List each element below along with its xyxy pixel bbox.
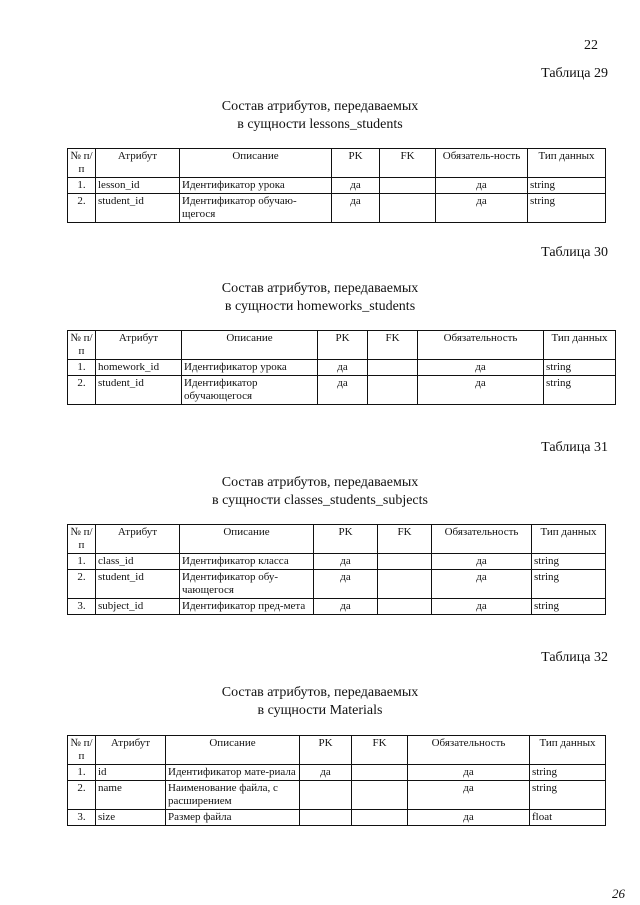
table-title-line2: в сущности classes_students_subjects: [212, 493, 428, 508]
cell-attribute: student_id: [96, 194, 180, 223]
cell-required: да: [436, 194, 528, 223]
header-cell: Тип данных: [544, 331, 616, 360]
cell-fk: [352, 765, 408, 781]
cell-type: string: [544, 360, 616, 376]
cell-required: да: [418, 376, 544, 405]
header-cell: FK: [368, 331, 418, 360]
cell-fk: [368, 376, 418, 405]
table-label-32: Таблица 32: [541, 650, 608, 665]
header-cell: Обязатель-ность: [436, 149, 528, 178]
cell-type: string: [532, 570, 606, 599]
cell-attribute: homework_id: [96, 360, 182, 376]
cell-pk: да: [318, 376, 368, 405]
cell-attribute: student_id: [96, 570, 180, 599]
header-cell: Атрибут: [96, 331, 182, 360]
table-title-32: [0, 684, 640, 720]
table-label-29: Таблица 29: [541, 66, 608, 81]
cell-type: string: [544, 376, 616, 405]
table-row: [68, 360, 616, 376]
cell-attribute: subject_id: [96, 599, 180, 615]
table-title-line2: в сущности Materials: [257, 703, 383, 718]
table-title-line1: Состав атрибутов, передаваемых: [221, 475, 419, 490]
cell-number: 2.: [68, 781, 96, 810]
cell-required: да: [432, 570, 532, 599]
cell-pk: да: [314, 554, 378, 570]
cell-required: да: [418, 360, 544, 376]
cell-type: string: [528, 178, 606, 194]
header-cell: Описание: [180, 149, 332, 178]
header-cell: Атрибут: [96, 525, 180, 554]
table-header-row: [68, 525, 606, 554]
table-title-31: [0, 474, 640, 510]
table-title-line1: Состав атрибутов, передаваемых: [221, 99, 419, 114]
cell-attribute: class_id: [96, 554, 180, 570]
cell-pk: да: [332, 194, 380, 223]
cell-type: string: [528, 194, 606, 223]
header-cell: Обязательность: [418, 331, 544, 360]
header-cell: FK: [378, 525, 432, 554]
header-cell: PK: [332, 149, 380, 178]
cell-pk: [300, 781, 352, 810]
cell-type: float: [530, 810, 606, 826]
table-header-row: [68, 331, 616, 360]
cell-pk: да: [300, 765, 352, 781]
cell-fk: [352, 810, 408, 826]
cell-type: string: [532, 554, 606, 570]
cell-fk: [378, 554, 432, 570]
cell-required: да: [408, 765, 530, 781]
header-cell: № п/п: [68, 149, 96, 178]
cell-description: Идентификатор класса: [180, 554, 314, 570]
header-cell: Обязательность: [408, 736, 530, 765]
attributes-table-31: [67, 524, 606, 615]
cell-number: 2.: [68, 376, 96, 405]
header-cell: PK: [318, 331, 368, 360]
table-row: [68, 810, 606, 826]
cell-number: 1.: [68, 178, 96, 194]
cell-description: Идентификатор обучаю-щегося: [180, 194, 332, 223]
header-cell: № п/п: [68, 736, 96, 765]
cell-required: да: [436, 178, 528, 194]
cell-pk: да: [332, 178, 380, 194]
table-row: [68, 765, 606, 781]
cell-required: да: [432, 599, 532, 615]
cell-pk: да: [314, 570, 378, 599]
header-cell: FK: [352, 736, 408, 765]
cell-fk: [380, 178, 436, 194]
header-cell: PK: [314, 525, 378, 554]
table-header-row: [68, 149, 606, 178]
table-title-29: [0, 98, 640, 134]
cell-number: 1.: [68, 765, 96, 781]
header-cell: Атрибут: [96, 736, 166, 765]
cell-fk: [368, 360, 418, 376]
cell-number: 1.: [68, 554, 96, 570]
attributes-table-30: [67, 330, 616, 405]
table-title-30: [0, 280, 640, 316]
header-cell: Тип данных: [532, 525, 606, 554]
header-cell: № п/п: [68, 525, 96, 554]
cell-required: да: [432, 554, 532, 570]
table-label-31: Таблица 31: [541, 440, 608, 455]
cell-attribute: lesson_id: [96, 178, 180, 194]
cell-required: да: [408, 781, 530, 810]
cell-pk: да: [314, 599, 378, 615]
cell-fk: [378, 599, 432, 615]
table-title-line1: Состав атрибутов, передаваемых: [221, 685, 419, 700]
header-cell: Тип данных: [530, 736, 606, 765]
header-cell: PK: [300, 736, 352, 765]
header-cell: № п/п: [68, 331, 96, 360]
table-row: [68, 178, 606, 194]
cell-number: 3.: [68, 810, 96, 826]
table-row: [68, 376, 616, 405]
cell-type: string: [530, 781, 606, 810]
cell-description: Идентификатор урока: [180, 178, 332, 194]
header-cell: Описание: [166, 736, 300, 765]
table-header-row: [68, 736, 606, 765]
page-number: 22: [584, 38, 598, 53]
header-cell: Тип данных: [528, 149, 606, 178]
cell-fk: [380, 194, 436, 223]
cell-number: 2.: [68, 194, 96, 223]
table-row: [68, 599, 606, 615]
table-label-30: Таблица 30: [541, 245, 608, 260]
cell-description: Размер файла: [166, 810, 300, 826]
cell-fk: [352, 781, 408, 810]
cell-description: Идентификатор урока: [182, 360, 318, 376]
cell-attribute: id: [96, 765, 166, 781]
table-row: [68, 781, 606, 810]
cell-number: 2.: [68, 570, 96, 599]
table-title-line1: Состав атрибутов, передаваемых: [221, 281, 419, 296]
cell-type: string: [532, 599, 606, 615]
cell-pk: [300, 810, 352, 826]
cell-pk: да: [318, 360, 368, 376]
cell-number: 1.: [68, 360, 96, 376]
attributes-table-32: [67, 735, 606, 826]
cell-attribute: name: [96, 781, 166, 810]
handwritten-page-mark: 26: [612, 886, 625, 901]
cell-description: Идентификатор обу-чающегося: [180, 570, 314, 599]
table-row: [68, 194, 606, 223]
table-row: [68, 554, 606, 570]
cell-description: Идентификатор пред-мета: [180, 599, 314, 615]
header-cell: Описание: [182, 331, 318, 360]
header-cell: Обязательность: [432, 525, 532, 554]
cell-attribute: student_id: [96, 376, 182, 405]
header-cell: FK: [380, 149, 436, 178]
cell-description: Наименование файла, с расширением: [166, 781, 300, 810]
attributes-table-29: [67, 148, 606, 223]
cell-description: Идентификатор обучающегося: [182, 376, 318, 405]
table-title-line2: в сущности lessons_students: [237, 117, 403, 132]
cell-description: Идентификатор мате-риала: [166, 765, 300, 781]
cell-type: string: [530, 765, 606, 781]
cell-attribute: size: [96, 810, 166, 826]
header-cell: Описание: [180, 525, 314, 554]
table-row: [68, 570, 606, 599]
cell-fk: [378, 570, 432, 599]
cell-required: да: [408, 810, 530, 826]
table-title-line2: в сущности homeworks_students: [224, 299, 416, 314]
header-cell: Атрибут: [96, 149, 180, 178]
cell-number: 3.: [68, 599, 96, 615]
